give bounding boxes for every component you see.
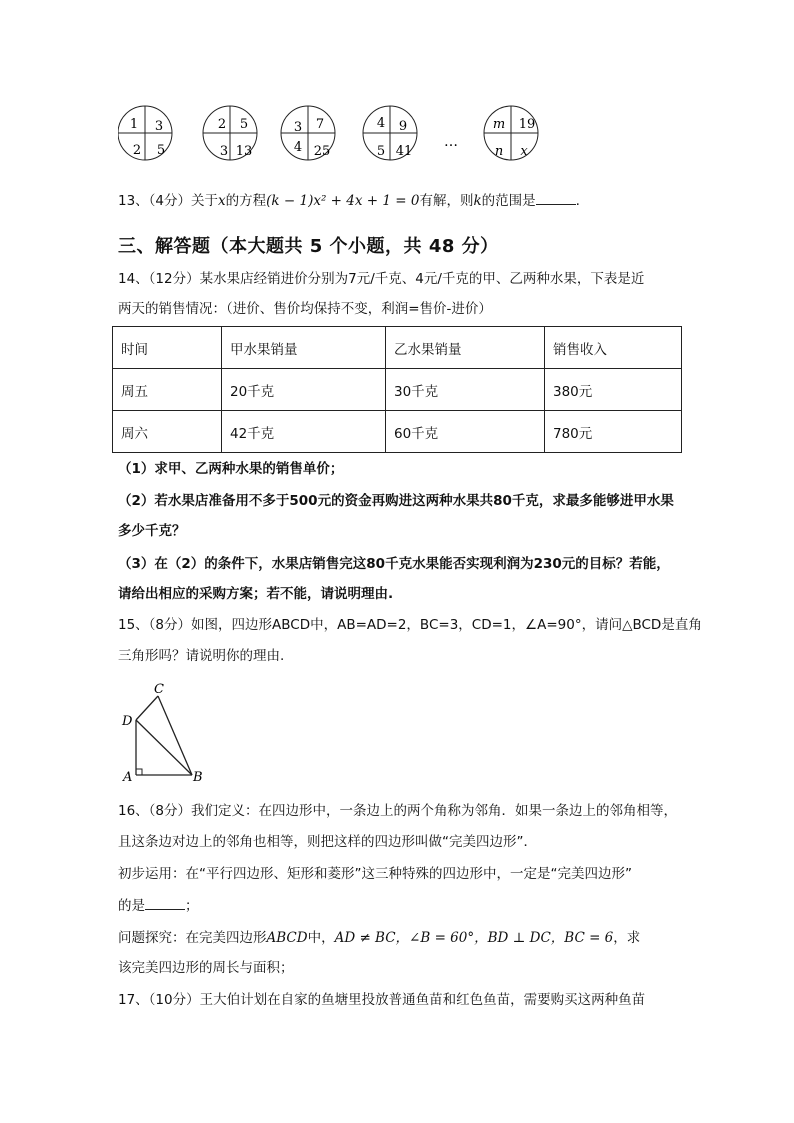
table-cell: 42千克 [222,411,386,453]
circle-3-tr: 7 [315,117,325,132]
q13-var: x [218,193,226,209]
circle-4 [363,106,417,160]
label-d: D [122,714,133,729]
circle-2-tl: 2 [217,117,227,132]
q15-line1: 15、（8分）如图，四边形ABCD中，AB=AD=2，BC=3，CD=1，∠A=90°，请问△BCD是直角 [118,617,702,633]
q14-part2b: 多少千克？ [118,523,186,539]
circle-5-bl: n [494,144,504,159]
sales-table [112,326,682,453]
q14-part2a: （2）若水果店准备用不多于500元的资金再购进这两种水果共80千克，求最多能够进甲水果 [118,493,674,509]
circle-1-tr: 3 [154,119,164,134]
table-header: 时间 [113,327,222,369]
label-a: A [123,770,133,785]
q16-line3: 初步运用：在“平行四边形、矩形和菱形”这三种特殊的四边形中，一定是“完美四边形” [118,866,632,882]
circle-5 [484,106,538,160]
number-circles [118,100,558,170]
q16-line5a: 问题探究：在完美四边形 [118,930,267,946]
circle-4-br: 41 [395,144,413,159]
circle-3-tl: 3 [293,120,303,135]
q17-line1: 17、（10分）王大伯计划在自家的鱼塘里投放普通鱼苗和红色鱼苗，需要购买这两种鱼苗 [118,992,646,1008]
circle-2-tr: 5 [239,117,249,132]
table-header: 甲水果销量 [222,327,386,369]
circle-4-tl: 4 [376,116,386,131]
circle-1-tl: 1 [129,117,139,132]
table-header: 乙水果销量 [386,327,545,369]
table-cell: 20千克 [222,369,386,411]
q14-part1: （1）求甲、乙两种水果的销售单价； [118,461,344,477]
label-b: B [193,770,203,785]
q13-mid: 的方程 [225,193,267,209]
label-c: C [154,682,164,697]
circle-4-bl: 5 [376,144,386,159]
circle-5-tl: m [492,117,506,132]
ellipsis: … [444,134,458,150]
q16-line5-math: ABCD [266,930,308,946]
table-cell: 周六 [113,411,222,453]
q13-end: . [575,193,580,209]
circle-1-bl: 2 [132,143,142,158]
table-row [113,369,682,411]
q13-equation: (k − 1)x² + 4x + 1 = 0 [266,193,420,209]
circle-2 [203,106,257,160]
circle-2-bl: 3 [219,144,229,159]
edge-cb [158,696,192,775]
circle-5-tr: 19 [518,117,536,132]
circle-2-br: 13 [235,144,253,159]
section-heading: 三、解答题（本大题共 5 个小题，共 48 分） [118,236,499,257]
q16-line4a: 的是 [118,898,145,914]
q16-line1: 16、（8分）我们定义：在四边形中，一条边上的两个角称为邻角．如果一条边上的邻角相等， [118,803,678,819]
q14-line2: 两天的销售情况：（进价、售价均保持不变，利润=售价-进价） [118,301,492,317]
circle-1 [118,106,172,160]
table-cell: 60千克 [386,411,545,453]
table-cell: 周五 [113,369,222,411]
q16-line5b: 中， [307,930,335,946]
q16-line2: 且这条边对边上的邻角也相等，则把这样的四边形叫做“完美四边形”． [118,834,537,850]
q13-suffix1: 有解，则 [419,193,474,209]
q15-line2: 三角形吗？请说明你的理由. [118,648,285,664]
q14-part3b: 请给出相应的采购方案；若不能，请说明理由. [118,586,394,602]
table-cell: 380元 [545,369,682,411]
q16-line4 [118,897,199,915]
circle-5-br: x [520,144,528,159]
circle-3 [281,106,335,160]
table-row [113,411,682,453]
q16-line4b: ； [185,898,199,914]
table-header: 销售收入 [545,327,682,369]
q13-prefix: 13、（4分）关于 [118,193,219,209]
circle-3-bl: 4 [293,140,303,155]
q14-part3a: （3）在（2）的条件下，水果店销售完这80千克水果能否实现利润为230元的目标？若能， [118,556,670,572]
table-header-row [113,327,682,369]
question-13 [118,192,580,210]
table-cell: 30千克 [386,369,545,411]
diagonal-db [136,720,192,775]
table-cell: 780元 [545,411,682,453]
q14-line1: 14、（12分）某水果店经销进价分别为7元/千克、4元/千克的甲、乙两种水果，下表是近 [118,271,645,287]
q13-answer-blank[interactable] [536,192,576,205]
circle-1-br: 5 [156,143,166,158]
q16-answer-blank[interactable] [145,897,185,910]
q16-line5 [118,929,640,947]
edge-dc [136,696,158,720]
circle-3-br: 25 [313,144,331,159]
q16-line6: 该完美四边形的周长与面积； [118,960,294,976]
right-angle-mark [136,769,142,775]
q13-suffix2: 的范围是 [481,193,536,209]
q16-line5d: ，求 [613,930,641,946]
q16-line5-conditions: AD ≠ BC，∠B = 60°，BD ⊥ DC，BC = 6 [334,930,614,946]
q13-k: k [473,193,482,209]
circle-4-tr: 9 [398,119,408,134]
quadrilateral-figure [115,680,225,790]
